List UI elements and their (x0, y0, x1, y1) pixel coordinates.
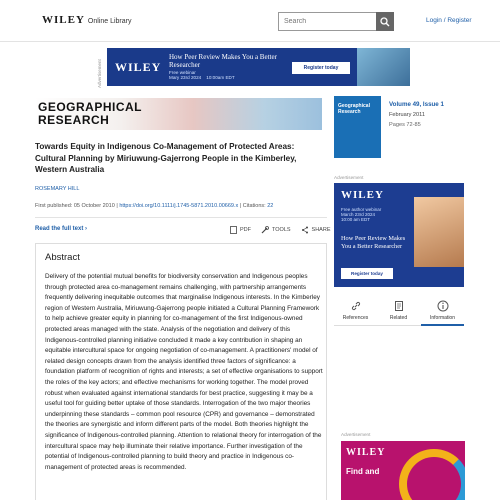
article-title: Towards Equity in Indigenous Co-Management of Protected Areas: Cultural Planning by Miriuwung-Gajerrong People in the Kimberley, Western Australia (35, 142, 297, 174)
ad-register-button[interactable]: Register today (341, 268, 393, 279)
ad-type: Free author webinar (341, 207, 382, 212)
ad-register-button[interactable]: Register today (292, 62, 350, 74)
link-icon (350, 300, 362, 312)
tab-information[interactable] (421, 296, 464, 326)
abstract-text: Delivery of the potential mutual benefits for biodiversity conservation and Indigenous peoples through protected area co-management remains challenging, with partnership arrangements frequently delivering inequitable outcomes that marginalise Indigenous interests. In the Kimberley region of Western Australia, Miriuwung-Gajerrong people initiated a Cultural Planning Framework to help achieve greater equity in planning for co-management of the first Indigenous-owned protected areas managed with the state. Analysis of the negotiation and delivery of this Indigenous-controlled planning initiative concluded it made a key contribution in shaping an equitable intercultural space for ongoing negotiation of co-management. A practitioners' model of related design concepts drawn from the analysis identified three factors of significance: a foundation platform of recognition of rights and interests; a set of effective organisations to support the roles of the key actors; and effective mechanisms for working together. The model proved robust when evaluated against international standards for best practice, suggesting it may be a useful tool for guiding better uptake of those standards. Interrogation of the two major theories underpinning these standards – common pool resource (CPR) and governance – demonstrated the theories are synergistic and inform different parts of the model. Both theories highlight the significance of Indigenous-controlled planning. Attention to relational theory for interrogation of the intercultural space may help illuminate their relative importance. Further investigation of the potential of Indigenous-controlled planning to build theory and practice in Indigenous co-management of protected areas is recommended. (45, 273, 323, 471)
article-tools (230, 226, 331, 234)
abstract-heading: Abstract (45, 252, 80, 263)
journal-cover[interactable] (334, 96, 381, 158)
pdf-label: PDF (240, 227, 251, 233)
first-published-label: First published: (35, 203, 73, 209)
read-full-text-label: Read the full text (35, 226, 84, 232)
article-meta: First published: 05 October 2010 | https://doi.org/10.1111/j.1745-5871.2010.00669.x | Citations: 22 (35, 203, 274, 209)
abstract-section (35, 243, 327, 500)
tools-label: TOOLS (272, 227, 291, 233)
ad-time: 10:00am EDT (206, 75, 235, 81)
pdf-icon (230, 226, 237, 234)
volume-issue-link[interactable]: Volume 49, Issue 1 (389, 101, 444, 108)
ad-graphic (399, 449, 465, 500)
ad-headline: How Peer Review Makes You a Better Researcher (169, 53, 277, 69)
share-label: SHARE (311, 227, 331, 233)
tools-button[interactable] (261, 226, 291, 234)
site-header (0, 0, 500, 42)
wiley-logo[interactable] (42, 14, 131, 26)
ad-headline: How Peer Review Makes You a Better Researcher (341, 235, 406, 250)
journal-banner-title (38, 101, 142, 127)
citations-label: Citations: (242, 203, 266, 209)
ad-brand: WILEY (115, 60, 162, 74)
document-icon (393, 300, 405, 312)
cover-title: Geographical Research (338, 103, 370, 115)
wrench-icon (261, 226, 269, 234)
banner-line-2: RESEARCH (38, 113, 110, 127)
tab-label: Related (389, 315, 408, 321)
ad-headline: Find and (346, 467, 380, 476)
ad-brand: WILEY (341, 189, 384, 201)
ad-type: Free webinar (169, 70, 196, 75)
chevron-right-icon: › (85, 226, 88, 232)
divider (35, 217, 327, 218)
tab-related[interactable] (377, 296, 420, 326)
read-full-text-link[interactable] (35, 226, 87, 232)
doi-link[interactable]: https://doi.org/10.1111/j.1745-5871.2010.00669.x (119, 203, 239, 209)
ad-label: Advertisement (334, 175, 364, 180)
tab-label: Information (429, 315, 455, 321)
share-button[interactable] (301, 226, 331, 234)
sidebar-tabs (334, 296, 464, 326)
ad-photo (414, 197, 464, 267)
ad-photo (357, 48, 410, 86)
share-icon (301, 226, 309, 234)
issue-date: February 2011 (389, 112, 425, 118)
journal-banner[interactable] (35, 98, 322, 130)
ad-brand: WILEY (346, 447, 386, 458)
tab-label: References (342, 315, 369, 321)
login-register-link[interactable]: Login / Register (426, 17, 472, 24)
ad-details (341, 207, 381, 223)
logo-text: WILEY (42, 14, 85, 26)
tab-references[interactable] (334, 296, 377, 326)
search-button[interactable] (376, 12, 394, 31)
ad-time: 10:00 am EDT (341, 217, 371, 223)
author-link[interactable]: ROSEMARY HILL (35, 186, 80, 192)
side-advertisement[interactable] (334, 183, 464, 287)
top-advertisement[interactable] (107, 48, 410, 86)
citations-count[interactable]: 22 (267, 203, 274, 209)
ad-details (169, 70, 235, 81)
ad-date: Mary 23rd 2024 (169, 75, 202, 81)
issue-pages: Pages 72-85 (389, 122, 421, 128)
first-published-date: 05 October 2010 (73, 203, 115, 209)
banner-line-1: GEOGRAPHICAL (38, 100, 143, 114)
info-icon (437, 300, 449, 312)
search-icon (380, 17, 390, 27)
ad-label: Advertisement (97, 59, 102, 88)
ad-date: March 23rd 2024 (341, 212, 376, 218)
side-advertisement-2[interactable] (341, 441, 465, 500)
pdf-button[interactable] (230, 226, 251, 234)
logo-subtext: Online Library (87, 18, 132, 25)
ad-label: Advertisement (341, 432, 371, 437)
